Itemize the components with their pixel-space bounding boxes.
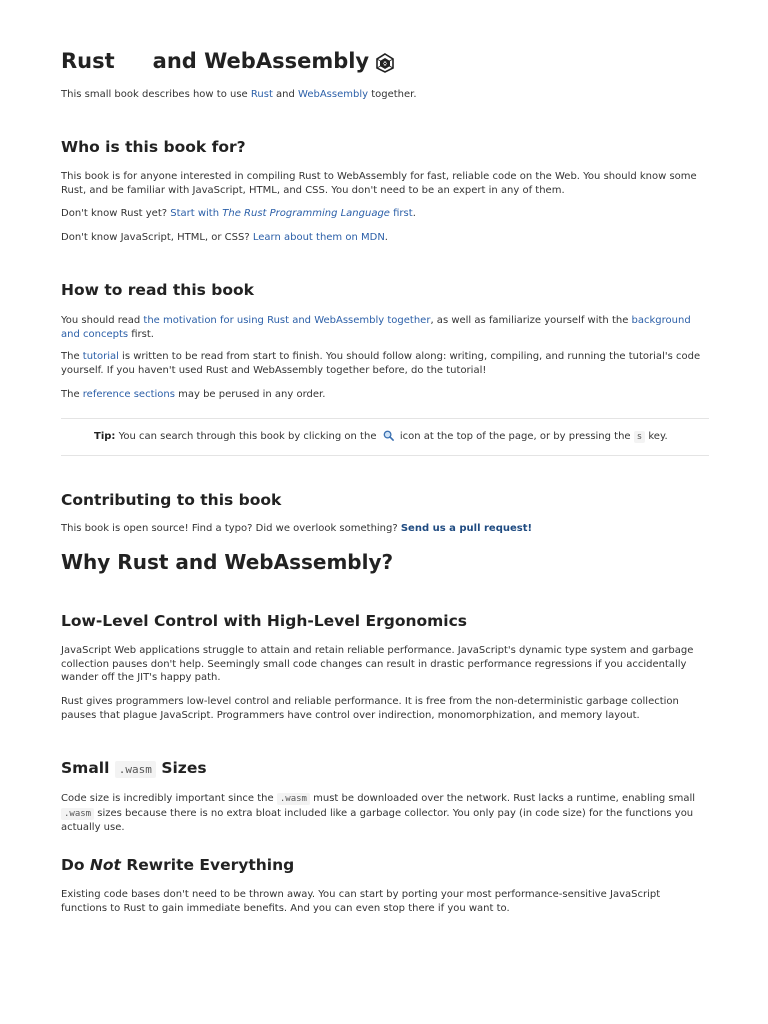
contributing-paragraph: This book is open source! Find a typo? Did we overlook something? Send us a pull request! (61, 523, 533, 534)
lowlevel-heading: Low-Level Control with High-Level Ergonomics (61, 612, 468, 630)
small-sizes-paragraph: Code size is incredibly important since the .wasm must be downloaded over the network. Rust lacks a runtime, enabling small .wasm sizes because there is no extra bloat included like a garbage collector. You only pay (in code size) for the functions you actually use. (61, 793, 696, 833)
webassembly-link[interactable]: WebAssembly (298, 89, 369, 100)
tutorial-paragraph: The tutorial is written to be read from start to finish. You should follow along: writing, compiling, and running the tutorial's code yourself. If you haven't used Rust and WebAssembly together before, do the tutorial! (61, 351, 701, 376)
tip-box (61, 418, 709, 456)
wasm-code-heading: .wasm (115, 761, 156, 778)
rust-link[interactable]: Rust (250, 89, 273, 100)
contributing-heading: Contributing to this book (61, 491, 282, 509)
title-wasm: and WebAssembly (152, 48, 370, 73)
rewrite-paragraph: Existing code bases don't need to be thrown away. You can start by porting your most performance-sensitive JavaScript functions to Rust to gain immediate benefits. And you can even stop there if you want to. (61, 889, 661, 914)
intro-paragraph: This small book describes how to use Rust and WebAssembly together. (61, 89, 417, 100)
small-sizes-heading: Small .wasm Sizes (61, 759, 207, 777)
mdn-link[interactable]: Learn about them on MDN (252, 232, 385, 243)
rust-book-link[interactable]: Start with The Rust Programming Language first (170, 208, 413, 219)
why-heading: Why Rust and WebAssembly? (61, 550, 394, 574)
rust-book-paragraph: Don't know Rust yet? Start with The Rust Programming Language first. (61, 208, 416, 219)
background-link[interactable]: background and concepts (61, 315, 691, 340)
tip-text: Tip: You can search through this book by clicking on the icon at the top of the page, or by pressing the s key. (94, 431, 668, 442)
who-paragraph: This book is for anyone interested in compiling Rust to WebAssembly for fast, reliable code on the Web. You should know some Rust, and be familiar with JavaScript, HTML, and CSS. You don't need to be an expert in any of them. (61, 171, 697, 196)
search-key: s (634, 431, 645, 443)
title-rust: Rust (61, 48, 115, 73)
page-title (61, 49, 709, 74)
how-heading: How to read this book (61, 281, 254, 299)
lowlevel-paragraph-1: JavaScript Web applications struggle to attain and retain reliable performance. JavaScript's dynamic type system and garbage collection pauses don't help. Seemingly small code changes can result in drastic performance regressions if you accidentally wander off the JIT's happy path. (61, 645, 694, 683)
who-heading: Who is this book for? (61, 138, 246, 156)
rewrite-heading: Do Not Rewrite Everything (61, 856, 295, 874)
wasm-code-1: .wasm (277, 793, 310, 805)
search-icon (383, 430, 394, 441)
tip-label: Tip: (94, 431, 116, 442)
motivation-link[interactable]: the motivation for using Rust and WebAssembly together (143, 315, 431, 326)
wasm-code-2: .wasm (61, 808, 94, 820)
lowlevel-paragraph-2: Rust gives programmers low-level control and reliable performance. It is free from the non-deterministic garbage collection pauses that plague JavaScript. Programmers have control over indirection, monomorphization, and memory layout. (61, 696, 679, 721)
how-paragraph: You should read the motivation for using Rust and WebAssembly together, as well as familiarize yourself with the background and concepts first. (61, 315, 691, 340)
ferris-wasm-logo-icon (374, 52, 396, 74)
tutorial-link[interactable]: tutorial (82, 351, 119, 362)
mdn-paragraph: Don't know JavaScript, HTML, or CSS? Learn about them on MDN. (61, 232, 388, 243)
reference-link[interactable]: reference sections (82, 389, 175, 400)
reference-paragraph: The reference sections may be perused in any order. (61, 389, 326, 400)
pull-request-link[interactable]: Send us a pull request! (400, 523, 533, 534)
